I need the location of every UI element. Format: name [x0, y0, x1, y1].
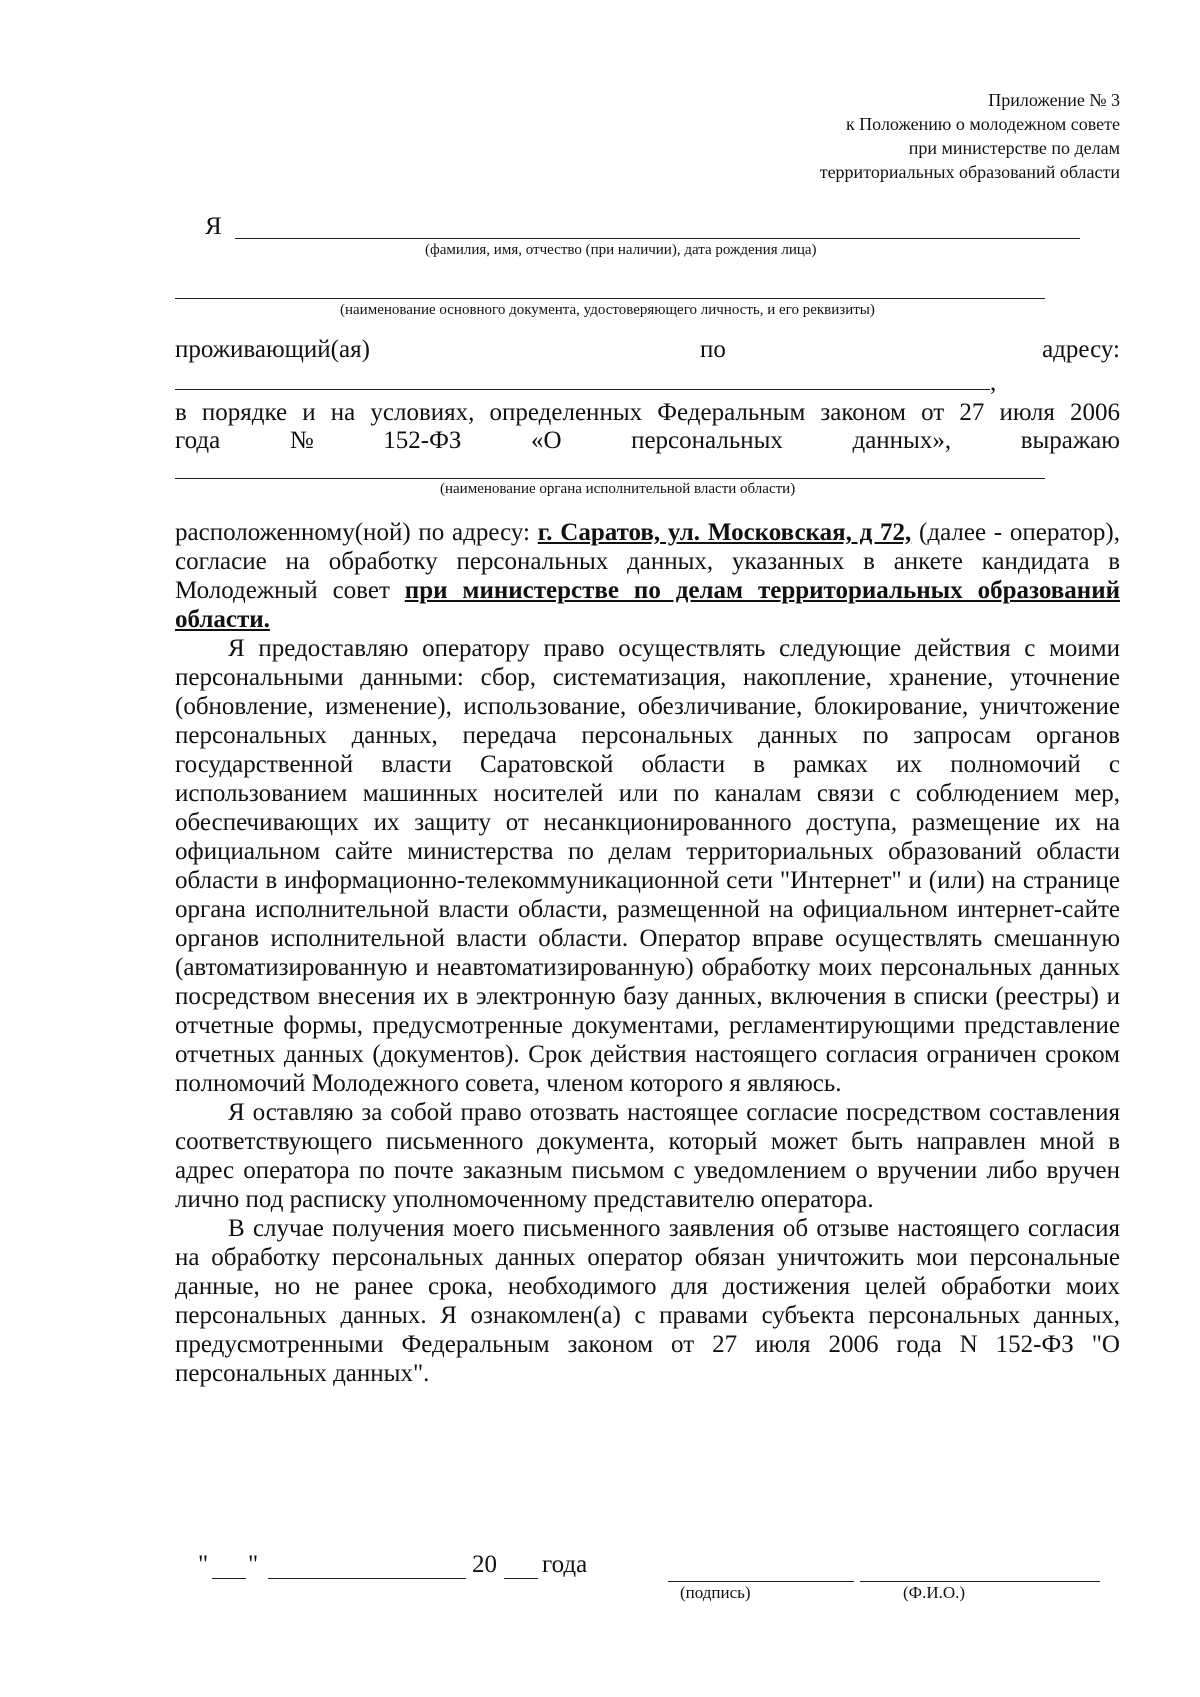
date-month-line[interactable]: [268, 1578, 466, 1579]
law-word: выражаю: [1020, 427, 1120, 454]
order-line: в порядке и на условиях, определенных Федеральным законом от 27 июля 2006: [175, 399, 1120, 426]
ya-label: Я: [205, 213, 222, 240]
date-year-prefix: 20: [472, 1551, 497, 1578]
date-day-line[interactable]: [212, 1578, 246, 1579]
residing-label: проживающий(ая): [175, 336, 370, 363]
appendix-territorial: территориальных образований области: [819, 162, 1120, 182]
name-field-line[interactable]: [235, 238, 1080, 239]
organ-field-line[interactable]: [175, 478, 1045, 479]
law-word: данных»,: [852, 427, 952, 454]
date-year-suffix: года: [542, 1551, 588, 1578]
document-field-caption: (наименование основного документа, удостоверяющего личность, и его реквизиты): [340, 302, 875, 318]
appendix-ministry: при министерстве по делам: [908, 138, 1120, 158]
appendix-header: [820, 88, 1120, 184]
paragraph-operator: расположенному(ной) по адресу: г. Саратов, ул. Московская, д 72, (далее - оператор), согласие на обработку персональных данных, указанных в анкете кандидата в Молодежный совет при министерстве по делам территориальных образований области.: [175, 519, 1121, 633]
address-field-line[interactable]: [175, 389, 990, 390]
paragraph-revocation: Я оставляю за собой право отозвать настоящее согласие посредством составления соответствующего письменного документа, который может быть направлен мной в адрес оператора по почте заказным письмом с уведомлением о вручении либо вручен лично под расписку уполномоченному представителю оператора.: [175, 1099, 1120, 1213]
law-line: [175, 426, 1120, 455]
consent-body: [175, 518, 1120, 1388]
residing-po: по: [700, 336, 726, 363]
signature-line[interactable]: [668, 1581, 854, 1582]
name-field-caption: (фамилия, имя, отчество (при наличии), дата рождения лица): [425, 242, 817, 258]
date-quote-close: ": [248, 1551, 259, 1578]
date-quote-open: ": [198, 1551, 209, 1578]
paragraph-rights: Я предоставляю оператору право осуществлять следующие действия с моими персональными данными: сбор, систематизация, накопление, хранение, уточнение (обновление, изменение), использование, обезличивание, блокирование, уничтожение персональных данных, передача персональных данных по запросам органов государственной власти Саратовской области в рамках их полномочий с использованием машинных носителей или по каналам связи с соблюдением мер, обеспечивающих их защиту от несанкционированного доступа, размещение их на официальном сайте министерства по делам территориальных образований области области в информационно-телекоммуникационной сети "Интернет" и (или) на странице органа исполнительной власти области, размещенной на официальном интернет-сайте органов исполнительной власти области. Оператор вправе осуществлять смешанную (автоматизированную и неавтоматизированную) обработку моих персональных данных посредством внесения их в электронную базу данных, включения в списки (реестры) и отчетные формы, предусмотренные документами, регламентирующими представление отчетных данных (документов). Срок действия настоящего согласия ограничен сроком полномочий Молодежного совета, членом которого я являюсь.: [175, 635, 1120, 1097]
appendix-regulation: к Положению о молодежном совете: [845, 114, 1120, 134]
law-word: «О: [530, 427, 562, 454]
organ-field-caption: (наименование органа исполнительной власти области): [440, 481, 796, 497]
residing-address-label: адресу:: [1042, 336, 1120, 363]
council-name: при министерстве по делам территориальных образований области.: [175, 577, 1121, 633]
address-comma: ,: [990, 369, 997, 396]
appendix-number: Приложение № 3: [988, 90, 1120, 110]
law-word: года: [175, 427, 221, 454]
law-word: 152-ФЗ: [383, 427, 462, 454]
law-word: персональных: [631, 427, 783, 454]
operator-address: г. Саратов, ул. Московская, д 72,: [537, 519, 912, 546]
signature-caption: (подпись): [680, 1583, 751, 1602]
fio-line[interactable]: [860, 1581, 1100, 1582]
paragraph-destruction: В случае получения моего письменного заявления об отзыве настоящего согласия на обработку персональных данных оператор обязан уничтожить мои персональные данные, но не ранее срока, необходимого для достижения целей обработки моих персональных данных. Я ознакомлен(а) с правами субъекта персональных данных, предусмотренными Федеральным законом от 27 июля 2006 года N 152-ФЗ "О персональных данных".: [175, 1215, 1120, 1387]
date-year-line[interactable]: [504, 1578, 538, 1579]
document-field-line[interactable]: [175, 298, 1045, 299]
law-word: №: [289, 427, 314, 454]
fio-caption: (Ф.И.О.): [903, 1583, 966, 1602]
